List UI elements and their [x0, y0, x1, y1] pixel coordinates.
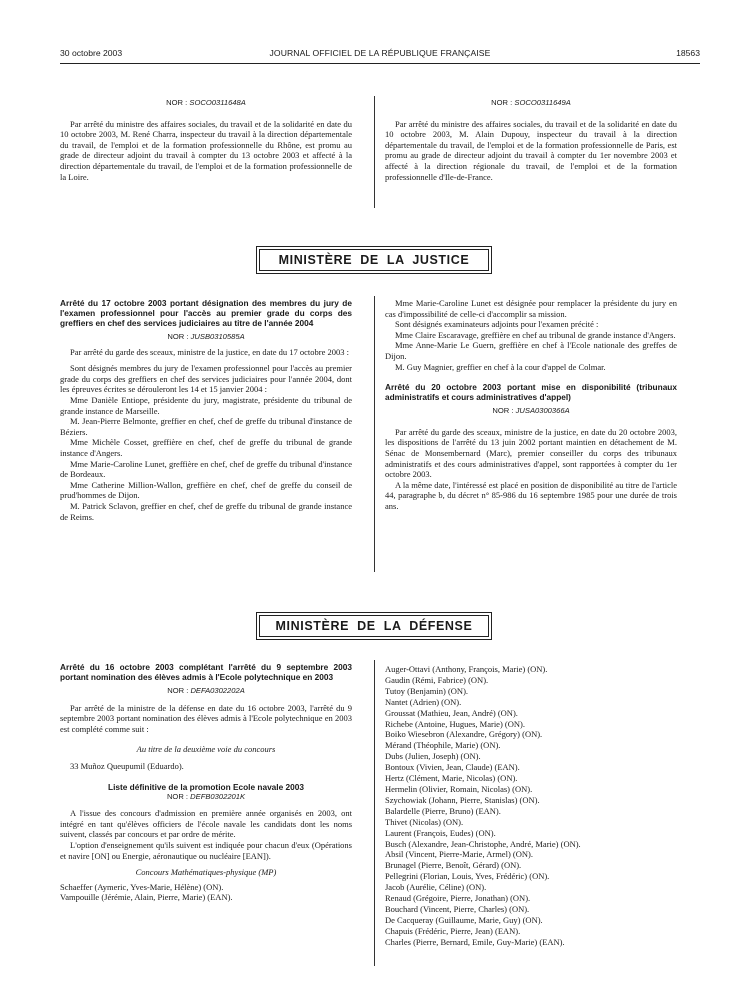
paragraph: Mme Marie-Caroline Lunet, greffière en chef, chef de greffe du tribunal d'instance de Bordeaux. — [60, 458, 352, 480]
nor-label: NOR : — [491, 98, 513, 107]
paragraph: Mme Marie-Caroline Lunet est désignée pour remplacer la présidente du jury en cas d'impossibilité de celle-ci d'accomplir sa mission. — [385, 298, 677, 319]
nor-code: DEFA0302202A — [190, 686, 245, 695]
nor-label: NOR : — [167, 686, 189, 695]
nor-label: NOR : — [166, 791, 189, 801]
list-item: Groussat (Mathieu, Jean, André) (ON). — [385, 707, 518, 718]
list-item: Pellegrini (Florian, Louis, Yves, Frédéric) (ON). — [385, 871, 550, 882]
list-item: Jacob (Aurélie, Céline) (ON). — [385, 882, 487, 893]
nor-line — [60, 792, 352, 803]
paragraph: Mme Claire Escaravage, greffière en chef au tribunal de grande instance d'Angers. — [395, 329, 676, 340]
list-title: Liste définitive de la promotion Ecole navale 2003 — [108, 781, 304, 792]
nor-line — [60, 686, 352, 697]
subsection-title: Au titre de la deuxième voie du concours — [136, 744, 276, 755]
list-item: Renaud (Grégoire, Pierre, Jonathan) (ON). — [385, 893, 531, 904]
list-item: Szychowiak (Johann, Pierre, Stanislas) (ON). — [385, 794, 540, 805]
nor-label: NOR : — [166, 98, 188, 107]
list-item: Chapuis (Frédéric, Pierre, Jean) (EAN). — [385, 925, 521, 936]
decree-title: Arrêté du 17 octobre 2003 portant désignation des membres du jury de l'examen professionnel pour l'accès au premier grade du corps des greffiers en chef des services judiciaires au titre de l'année 2004 — [60, 298, 352, 328]
header-date: 30 octobre 2003 — [60, 48, 123, 58]
list-item: De Cacqueray (Guillaume, Marie, Guy) (ON). — [385, 914, 543, 925]
paragraph: Mme Danièle Entiope, présidente du jury, magistrate, présidente du tribunal de grande instance de Marseille. — [60, 394, 352, 416]
entry: 33 Muñoz Queupumil (Eduardo). — [70, 760, 184, 771]
header-rule — [60, 63, 700, 64]
ministry-justice-title: MINISTÈRE DE LA JUSTICE — [259, 249, 489, 271]
top-left-article — [60, 98, 352, 182]
column-rule — [374, 96, 375, 208]
ministry-justice-box — [256, 246, 492, 274]
decree-intro: Par arrêté du garde des sceaux, ministre de la justice, en date du 17 octobre 2003 : — [70, 346, 349, 357]
paragraph: Mme Michèle Cosset, greffière en chef, chef de greffe du tribunal de grande instance d'Angers. — [60, 437, 352, 458]
paragraph: Mme Anne-Marie Le Guern, greffière en chef à l'Ecole nationale des greffes de Dijon. — [385, 340, 677, 361]
list-item: Richebe (Antoine, Hugues, Marie) (ON). — [385, 718, 525, 729]
list-item: Busch (Alexandre, Jean-Christophe, André, Marie) (ON). — [385, 838, 581, 849]
nor-line — [60, 98, 352, 109]
subsection-title: Concours Mathématiques-physique (MP) — [135, 867, 277, 878]
paragraph: M. Guy Magnier, greffier en chef à la cour d'appel de Colmar. — [395, 361, 606, 372]
paragraph: M. Jean-Pierre Belmonte, greffier en chef, chef de greffe du tribunal d'instance de Béziers. — [60, 416, 352, 437]
header-journal-title: JOURNAL OFFICIEL DE LA RÉPUBLIQUE FRANÇAISE — [269, 48, 491, 58]
paragraph: Sont désignés examinateurs adjoints pour l'examen précité : — [395, 319, 599, 330]
nor-code: JUSB0310585A — [190, 332, 245, 341]
header-page-number: 18563 — [676, 48, 700, 58]
list-item: Auger-Ottavi (Anthony, François, Marie) (ON). — [385, 664, 548, 674]
list-item: Boiko Wiesebron (Alexandre, Grégory) (ON). — [385, 729, 543, 740]
nor-label: NOR : — [492, 406, 514, 416]
decree-title: Arrêté du 20 octobre 2003 portant mise en disponibilité (tribunaux administratifs et cours administratives d'appel) — [385, 382, 677, 403]
nor-code: JUSA0300366A — [515, 406, 570, 416]
justice-right-column — [385, 298, 677, 512]
paragraph: L'option d'enseignement qu'ils suivent est indiquée pour chacun d'eux (Opérations et navire [ON] ou Energie, aéronautique ou nucléaire [EAN]). — [60, 839, 352, 861]
page-header — [60, 48, 700, 64]
list-item: Schaeffer (Aymeric, Yves-Marie, Hélène) (ON). — [60, 881, 224, 892]
column-rule — [374, 660, 375, 966]
list-item: Tutoy (Benjamin) (ON). — [385, 685, 469, 696]
list-item: Laurent (François, Eudes) (ON). — [385, 827, 496, 838]
list-item: Thivet (Nicolas) (ON). — [385, 816, 464, 827]
paragraph: M. Patrick Sclavon, greffier en chef, chef de greffe du tribunal de grande instance de Reims. — [60, 500, 352, 522]
ministry-defense-title: MINISTÈRE DE LA DÉFENSE — [259, 615, 489, 637]
list-item: Vampouille (Jérémie, Alain, Pierre, Marie) (EAN). — [60, 892, 233, 903]
list-item: Gaudin (Rémi, Fabrice) (ON). — [385, 674, 489, 685]
nor-line — [385, 98, 677, 109]
list-item: Hermelin (Olivier, Romain, Nicolas) (ON). — [385, 783, 533, 794]
nor-code: SOCO0311648A — [189, 98, 246, 107]
nor-code: SOCO0311649A — [514, 98, 571, 107]
paragraph: A l'issue des concours d'admission en première année organisés en 2003, ont intégré en tant qu'élèves officiers de l'école navale les candidats dont les noms suivent, classés par concours et par ordre de mérite. — [60, 808, 352, 840]
article-text: Par arrêté du ministre des affaires sociales, du travail et de la solidarité en date du 10 octobre 2003, M. Alain Dupouy, inspecteur du travail à la direction départementale du travail, de l'emploi et de la formation professionnelle de Paris, est promu au grade de directeur adjoint du travail à compter du 1er novembre 2003 et affecté à la direction régionale du travail, de l'emploi et de la formation professionnelle d'Ile-de-France. — [385, 118, 677, 182]
list-item: Charles (Pierre, Bernard, Emile, Guy-Marie) (EAN). — [385, 936, 565, 947]
ministry-defense-box — [256, 612, 492, 640]
decree-title: Arrêté du 16 octobre 2003 complétant l'arrêté du 9 septembre 2003 portant nomination des élèves admis à l'Ecole polytechnique en 2003 — [60, 662, 352, 682]
list-item: Bouchard (Vincent, Pierre, Charles) (ON). — [385, 903, 530, 914]
column-rule — [374, 296, 375, 572]
list-item: Nantet (Adrien) (ON). — [385, 696, 462, 707]
list-item: Hertz (Clément, Marie, Nicolas) (ON). — [385, 773, 518, 784]
nor-line — [60, 332, 352, 343]
list-item: Dubs (Julien, Joseph) (ON). — [385, 751, 481, 762]
article-text: Par arrêté du ministre des affaires sociales, du travail et de la solidarité en date du 10 octobre 2003, M. René Charra, inspecteur du travail à la direction départementale du travail, de l'emploi et de la formation professionnelle du Rhône, est promu au grade de directeur adjoint du travail à compter du 13 octobre 2003 et affecté à la direction départementale du travail, de l'emploi et de la formation professionnelle de la Loire. — [60, 118, 352, 182]
paragraph: Sont désignés membres du jury de l'examen professionnel pour l'accès au premier grade du corps des greffiers en chef des services judiciaires pour l'année 2004, dont les épreuves écrites se dérouleront les 14 et 15 janvier 2004 : — [60, 363, 352, 395]
list-item: Absil (Vincent, Pierre-Marie, Armel) (ON). — [385, 849, 533, 860]
nor-label: NOR : — [167, 332, 189, 341]
paragraph: Par arrêté du garde des sceaux, ministre de la justice, en date du 20 octobre 2003, les dispositions de l'arrêté du 13 juin 2002 portant maintien en détachement de M. Sénac de Monsembernard (Marc), premier conseiller du corps des tribunaux administratifs et des cours administratives d'appel, sont rapportées à compter du 1er octobre 2003. — [385, 426, 677, 480]
defense-left-column — [60, 662, 352, 903]
decree-intro: Par arrêté de la ministre de la défense en date du 16 octobre 2003, l'arrêté du 9 septembre 2003 portant nomination des élèves admis à l'Ecole polytechnique en 2003 est complété comme suit : — [60, 702, 352, 734]
nor-code: DEFB0302201K — [190, 791, 246, 801]
nor-line — [385, 406, 677, 417]
list-item: Brunagel (Pierre, Benoît, Gérard) (ON). — [385, 860, 522, 871]
list-item: Balardelle (Pierre, Bruno) (EAN). — [385, 805, 501, 816]
paragraph: Mme Catherine Million-Wallon, greffière en chef, chef de greffe du conseil de prud'hommes de Dijon. — [60, 479, 352, 501]
paragraph: A la même date, l'intéressé est placé en position de disponibilité au titre de l'article 44, paragraphe b, du décret n° 85-986 du 16 septembre 1985 pour une durée de trois ans. — [385, 479, 677, 511]
defense-right-column — [385, 664, 677, 948]
list-item: Bontoux (Vivien, Jean, Claude) (EAN). — [385, 762, 520, 773]
justice-left-column — [60, 298, 352, 522]
list-item: Mérand (Théophile, Marie) (ON). — [385, 740, 501, 751]
top-right-article — [385, 98, 677, 182]
